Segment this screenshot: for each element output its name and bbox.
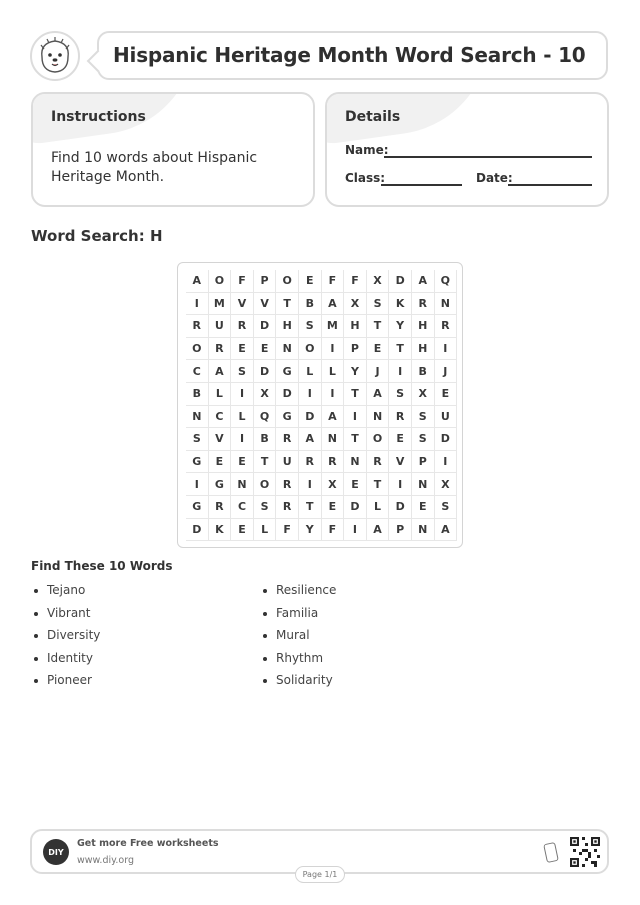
grid-cell: D — [299, 406, 322, 429]
grid-cell: O — [367, 428, 390, 451]
grid-cell: Y — [299, 519, 322, 542]
details-card — [325, 92, 609, 207]
grid-cell: G — [276, 360, 299, 383]
grid-cell: F — [276, 519, 299, 542]
grid-cell: R — [322, 451, 345, 474]
instructions-heading: Instructions — [51, 109, 146, 125]
grid-cell: N — [186, 406, 209, 429]
grid-cell: N — [435, 293, 458, 316]
grid-cell: B — [299, 293, 322, 316]
grid-cell: A — [299, 428, 322, 451]
grid-cell: J — [435, 360, 458, 383]
grid-cell: E — [209, 451, 232, 474]
name-label: Name: — [345, 143, 389, 157]
grid-cell: I — [322, 338, 345, 361]
grid-cell: H — [412, 338, 435, 361]
grid-cell: A — [412, 270, 435, 293]
grid-cell: L — [367, 496, 390, 519]
grid-cell: L — [299, 360, 322, 383]
footer-promo-text: Get more Free worksheets — [77, 838, 219, 849]
grid-cell: A — [322, 293, 345, 316]
grid-cell: S — [367, 293, 390, 316]
grid-cell: E — [231, 519, 254, 542]
grid-cell: F — [231, 270, 254, 293]
grid-cell: R — [209, 496, 232, 519]
grid-cell: T — [299, 496, 322, 519]
grid-cell: S — [412, 428, 435, 451]
grid-cell: D — [389, 270, 412, 293]
grid-cell: C — [186, 360, 209, 383]
grid-cell: I — [389, 360, 412, 383]
date-field[interactable] — [508, 184, 592, 186]
grid-cell: E — [389, 428, 412, 451]
word-item: Pioneer — [31, 673, 100, 696]
instructions-text: Find 10 words about Hispanic Heritage Month. — [51, 150, 258, 185]
grid-cell: P — [344, 338, 367, 361]
grid-cell: P — [254, 270, 277, 293]
word-search-grid — [186, 270, 457, 541]
grid-cell: I — [231, 428, 254, 451]
grid-cell: V — [209, 428, 232, 451]
diy-logo-icon[interactable]: DIY — [43, 839, 69, 865]
grid-cell: K — [389, 293, 412, 316]
grid-cell: X — [322, 473, 345, 496]
grid-cell: I — [322, 383, 345, 406]
grid-cell: R — [276, 473, 299, 496]
grid-cell: I — [435, 338, 458, 361]
qr-code-icon[interactable] — [570, 837, 600, 867]
grid-cell: S — [186, 428, 209, 451]
grid-cell: O — [276, 270, 299, 293]
grid-cell: E — [344, 473, 367, 496]
grid-cell: A — [322, 406, 345, 429]
grid-cell: B — [186, 383, 209, 406]
phone-icon — [543, 842, 559, 863]
grid-cell: F — [344, 270, 367, 293]
grid-cell: I — [299, 473, 322, 496]
grid-cell: S — [254, 496, 277, 519]
details-heading: Details — [345, 109, 401, 125]
grid-cell: M — [322, 315, 345, 338]
grid-cell: O — [299, 338, 322, 361]
grid-cell: N — [276, 338, 299, 361]
grid-cell: P — [389, 519, 412, 542]
grid-cell: E — [299, 270, 322, 293]
grid-cell: E — [367, 338, 390, 361]
grid-cell: I — [231, 383, 254, 406]
word-list-title: Find These 10 Words — [31, 559, 173, 573]
grid-cell: D — [276, 383, 299, 406]
grid-cell: X — [412, 383, 435, 406]
grid-cell: S — [389, 383, 412, 406]
grid-cell: H — [412, 315, 435, 338]
grid-cell: A — [367, 519, 390, 542]
word-item: Vibrant — [31, 606, 100, 629]
word-item: Tejano — [31, 583, 100, 606]
grid-cell: T — [344, 428, 367, 451]
grid-cell: H — [344, 315, 367, 338]
grid-cell: A — [209, 360, 232, 383]
grid-cell: T — [367, 315, 390, 338]
word-item: Familia — [260, 606, 336, 629]
grid-cell: I — [186, 293, 209, 316]
grid-cell: Y — [389, 315, 412, 338]
grid-cell: E — [322, 496, 345, 519]
grid-cell: G — [209, 473, 232, 496]
grid-cell: T — [344, 383, 367, 406]
word-search-title: Word Search: H — [31, 227, 163, 245]
grid-cell: H — [276, 315, 299, 338]
grid-cell: V — [254, 293, 277, 316]
grid-cell: X — [435, 473, 458, 496]
grid-cell: G — [276, 406, 299, 429]
class-label: Class: — [345, 171, 386, 185]
grid-cell: N — [412, 473, 435, 496]
grid-cell: P — [412, 451, 435, 474]
name-field[interactable] — [384, 156, 592, 158]
word-item: Resilience — [260, 583, 336, 606]
grid-cell: I — [435, 451, 458, 474]
grid-cell: T — [389, 338, 412, 361]
grid-cell: D — [186, 519, 209, 542]
grid-cell: G — [186, 451, 209, 474]
grid-cell: L — [322, 360, 345, 383]
grid-cell: Y — [344, 360, 367, 383]
grid-cell: Q — [435, 270, 458, 293]
grid-cell: R — [299, 451, 322, 474]
grid-cell: C — [231, 496, 254, 519]
title-box — [97, 31, 608, 80]
grid-cell: T — [367, 473, 390, 496]
grid-cell: R — [389, 406, 412, 429]
grid-cell: E — [254, 338, 277, 361]
grid-cell: A — [367, 383, 390, 406]
grid-cell: M — [209, 293, 232, 316]
grid-cell: D — [389, 496, 412, 519]
grid-cell: N — [344, 451, 367, 474]
grid-cell: R — [209, 338, 232, 361]
grid-cell: R — [412, 293, 435, 316]
grid-cell: Q — [254, 406, 277, 429]
grid-cell: T — [276, 293, 299, 316]
mascot-avatar-icon — [30, 31, 80, 81]
page-number: Page 1/1 — [295, 866, 345, 883]
footer-url-link[interactable]: www.diy.org — [77, 855, 134, 866]
grid-cell: C — [209, 406, 232, 429]
grid-cell: N — [231, 473, 254, 496]
grid-cell: L — [254, 519, 277, 542]
grid-cell: X — [344, 293, 367, 316]
grid-cell: D — [254, 360, 277, 383]
grid-cell: S — [435, 496, 458, 519]
word-list-column-2 — [260, 583, 336, 696]
grid-cell: A — [186, 270, 209, 293]
grid-cell: R — [435, 315, 458, 338]
grid-cell: U — [435, 406, 458, 429]
word-search-grid-frame — [177, 262, 463, 548]
grid-cell: I — [186, 473, 209, 496]
grid-cell: R — [276, 496, 299, 519]
grid-cell: N — [412, 519, 435, 542]
grid-cell: R — [367, 451, 390, 474]
grid-cell: G — [186, 496, 209, 519]
grid-cell: E — [231, 451, 254, 474]
grid-cell: S — [299, 315, 322, 338]
grid-cell: O — [254, 473, 277, 496]
grid-cell: A — [435, 519, 458, 542]
grid-cell: T — [254, 451, 277, 474]
grid-cell: R — [186, 315, 209, 338]
grid-cell: S — [412, 406, 435, 429]
grid-cell: O — [209, 270, 232, 293]
grid-cell: R — [276, 428, 299, 451]
grid-cell: R — [231, 315, 254, 338]
grid-cell: S — [231, 360, 254, 383]
grid-cell: L — [231, 406, 254, 429]
page-title: Hispanic Heritage Month Word Search - 10 — [113, 43, 586, 67]
grid-cell: I — [389, 473, 412, 496]
grid-cell: E — [231, 338, 254, 361]
grid-cell: U — [209, 315, 232, 338]
grid-cell: I — [299, 383, 322, 406]
grid-cell: V — [231, 293, 254, 316]
grid-cell: I — [344, 519, 367, 542]
grid-cell: D — [435, 428, 458, 451]
word-item: Solidarity — [260, 673, 336, 696]
grid-cell: E — [435, 383, 458, 406]
grid-cell: D — [344, 496, 367, 519]
class-field[interactable] — [381, 184, 462, 186]
grid-cell: X — [367, 270, 390, 293]
grid-cell: K — [209, 519, 232, 542]
grid-cell: N — [367, 406, 390, 429]
instructions-card — [31, 92, 315, 207]
grid-cell: I — [344, 406, 367, 429]
date-label: Date: — [476, 171, 513, 185]
word-item: Mural — [260, 628, 336, 651]
word-list-column-1 — [31, 583, 100, 696]
grid-cell: B — [412, 360, 435, 383]
grid-cell: E — [412, 496, 435, 519]
grid-cell: F — [322, 270, 345, 293]
word-item: Identity — [31, 651, 100, 674]
grid-cell: D — [254, 315, 277, 338]
grid-cell: B — [254, 428, 277, 451]
grid-cell: U — [276, 451, 299, 474]
grid-cell: V — [389, 451, 412, 474]
grid-cell: X — [254, 383, 277, 406]
grid-cell: F — [322, 519, 345, 542]
grid-cell: J — [367, 360, 390, 383]
word-item: Diversity — [31, 628, 100, 651]
word-item: Rhythm — [260, 651, 336, 674]
grid-cell: O — [186, 338, 209, 361]
grid-cell: N — [322, 428, 345, 451]
grid-cell: L — [209, 383, 232, 406]
